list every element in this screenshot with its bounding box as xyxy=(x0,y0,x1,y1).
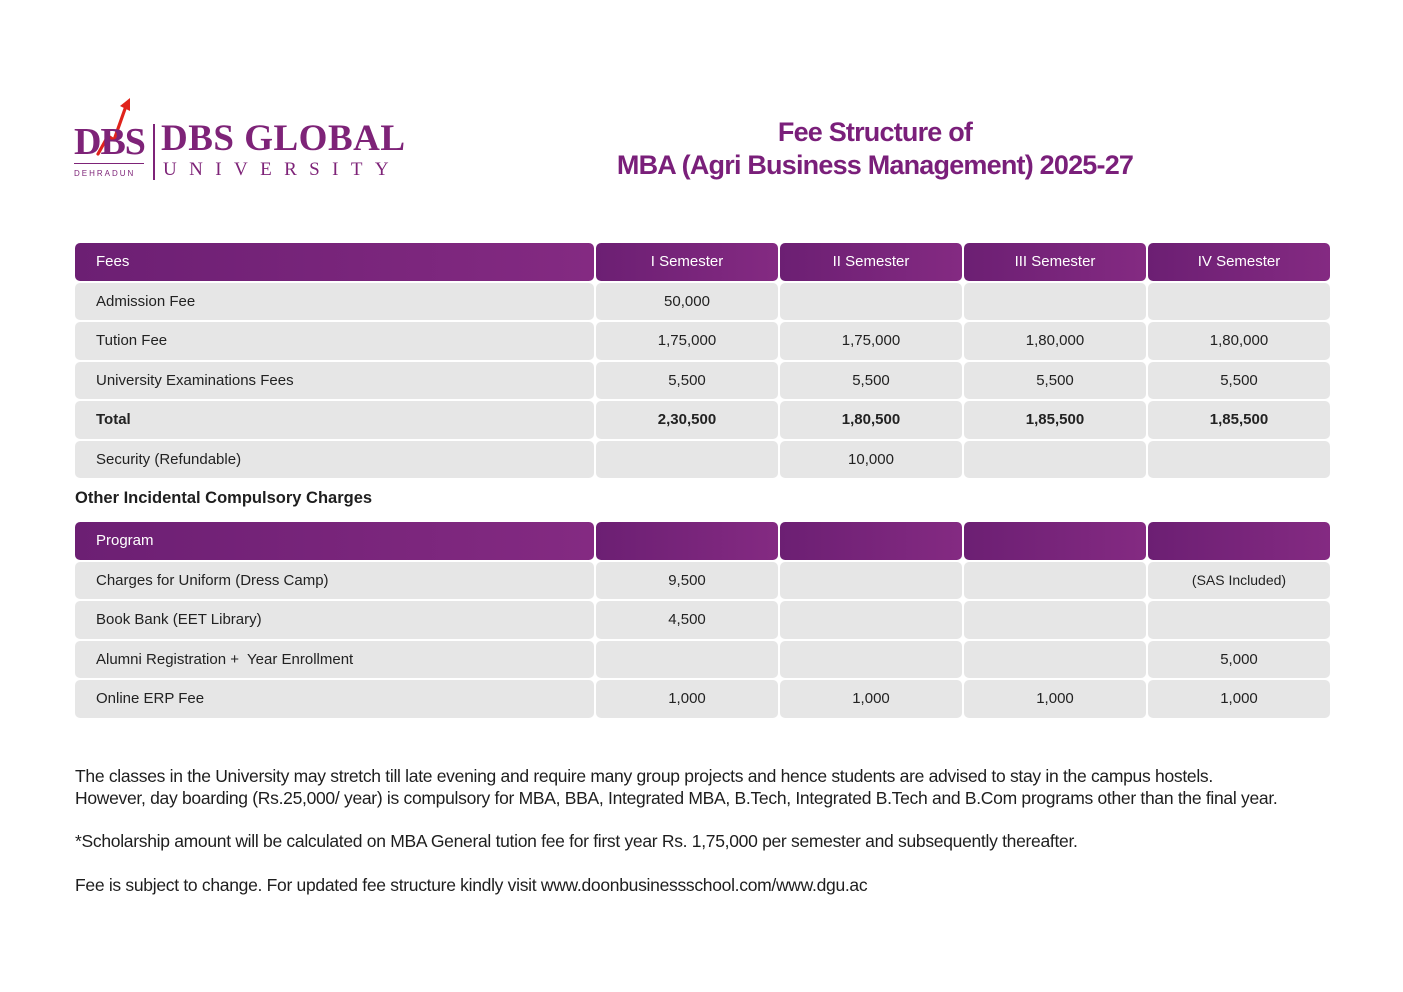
fees-table xyxy=(75,243,1328,478)
exam-fee-sem4: 5,500 xyxy=(1148,362,1330,400)
alumni-col3 xyxy=(964,641,1146,679)
total-sem2: 1,80,500 xyxy=(780,401,962,439)
fees-header-sem3: III Semester xyxy=(964,243,1146,281)
program-header-label: Program xyxy=(75,522,594,560)
admission-fee-sem1: 50,000 xyxy=(596,283,778,321)
total-sem1: 2,30,500 xyxy=(596,401,778,439)
total-label: Total xyxy=(75,401,594,439)
tuition-fee-sem2: 1,75,000 xyxy=(780,322,962,360)
hostel-note xyxy=(75,765,1365,809)
fees-header-sem2: II Semester xyxy=(780,243,962,281)
admission-fee-sem2 xyxy=(780,283,962,321)
tuition-fee-sem3: 1,80,000 xyxy=(964,322,1146,360)
erp-fee-col2: 1,000 xyxy=(780,680,962,718)
program-header-col4 xyxy=(1148,522,1330,560)
logo-divider xyxy=(153,124,155,180)
admission-fee-label: Admission Fee xyxy=(75,283,594,321)
scholarship-note: *Scholarship amount will be calculated on MBA General tution fee for first year Rs. 1,75,000 per semester and subsequently thereafter. xyxy=(75,831,1078,851)
erp-fee-col1: 1,000 xyxy=(596,680,778,718)
tuition-fee-sem4: 1,80,000 xyxy=(1148,322,1330,360)
fees-header-label: Fees xyxy=(75,243,594,281)
dbs-emblem xyxy=(74,96,148,184)
alumni-col4: 5,000 xyxy=(1148,641,1330,679)
security-sem1 xyxy=(596,441,778,479)
book-bank-col3 xyxy=(964,601,1146,639)
hostel-note-line-1: The classes in the University may stretch till late evening and require many group projects and hence students are advised to stay in the campus hostels. xyxy=(75,766,1213,786)
alumni-label: Alumni Registration + Year Enrollment xyxy=(75,641,594,679)
logo-mark-rule xyxy=(74,163,144,164)
logo-name: DBS GLOBAL xyxy=(161,118,406,159)
book-bank-col1: 4,500 xyxy=(596,601,778,639)
uniform-col1: 9,500 xyxy=(596,562,778,600)
exam-fee-sem1: 5,500 xyxy=(596,362,778,400)
uniform-col2 xyxy=(780,562,962,600)
total-sem4: 1,85,500 xyxy=(1148,401,1330,439)
exam-fee-sem3: 5,500 xyxy=(964,362,1146,400)
security-sem2: 10,000 xyxy=(780,441,962,479)
university-logo xyxy=(74,96,406,186)
program-header-col3 xyxy=(964,522,1146,560)
title-line-1: Fee Structure of xyxy=(777,117,973,147)
tuition-fee-sem1: 1,75,000 xyxy=(596,322,778,360)
exam-fee-sem2: 5,500 xyxy=(780,362,962,400)
uniform-col4: (SAS Included) xyxy=(1148,562,1330,600)
program-header-col2 xyxy=(780,522,962,560)
admission-fee-sem3 xyxy=(964,283,1146,321)
erp-fee-col3: 1,000 xyxy=(964,680,1146,718)
fees-header-sem4: IV Semester xyxy=(1148,243,1330,281)
total-sem3: 1,85,500 xyxy=(964,401,1146,439)
logo-subname: UNIVERSITY xyxy=(163,159,401,180)
book-bank-col4 xyxy=(1148,601,1330,639)
logo-mark-text: DBS xyxy=(74,121,145,163)
logo-location: DEHRADUN xyxy=(74,169,136,178)
tuition-fee-label: Tution Fee xyxy=(75,322,594,360)
title-line-2: MBA (Agri Business Management) 2025-27 xyxy=(616,150,1134,180)
incidental-charges-table xyxy=(75,522,1328,718)
fee-change-note: Fee is subject to change. For updated fee structure kindly visit www.doonbusinessschool.com/www.dgu.ac xyxy=(75,875,868,895)
security-sem3 xyxy=(964,441,1146,479)
exam-fee-label: University Examinations Fees xyxy=(75,362,594,400)
admission-fee-sem4 xyxy=(1148,283,1330,321)
hostel-note-line-2: However, day boarding (Rs.25,000/ year) is compulsory for MBA, BBA, Integrated MBA, B.Tech, Integrated B.Tech and B.Com programs other than the final year. xyxy=(75,788,1278,808)
uniform-col3 xyxy=(964,562,1146,600)
security-sem4 xyxy=(1148,441,1330,479)
book-bank-label: Book Bank (EET Library) xyxy=(75,601,594,639)
fees-header-sem1: I Semester xyxy=(596,243,778,281)
program-header-col1 xyxy=(596,522,778,560)
page-title xyxy=(560,116,1190,182)
uniform-label: Charges for Uniform (Dress Camp) xyxy=(75,562,594,600)
erp-fee-col4: 1,000 xyxy=(1148,680,1330,718)
book-bank-col2 xyxy=(780,601,962,639)
security-label: Security (Refundable) xyxy=(75,441,594,479)
alumni-col1 xyxy=(596,641,778,679)
erp-fee-label: Online ERP Fee xyxy=(75,680,594,718)
alumni-col2 xyxy=(780,641,962,679)
incidental-charges-heading: Other Incidental Compulsory Charges xyxy=(75,489,373,507)
